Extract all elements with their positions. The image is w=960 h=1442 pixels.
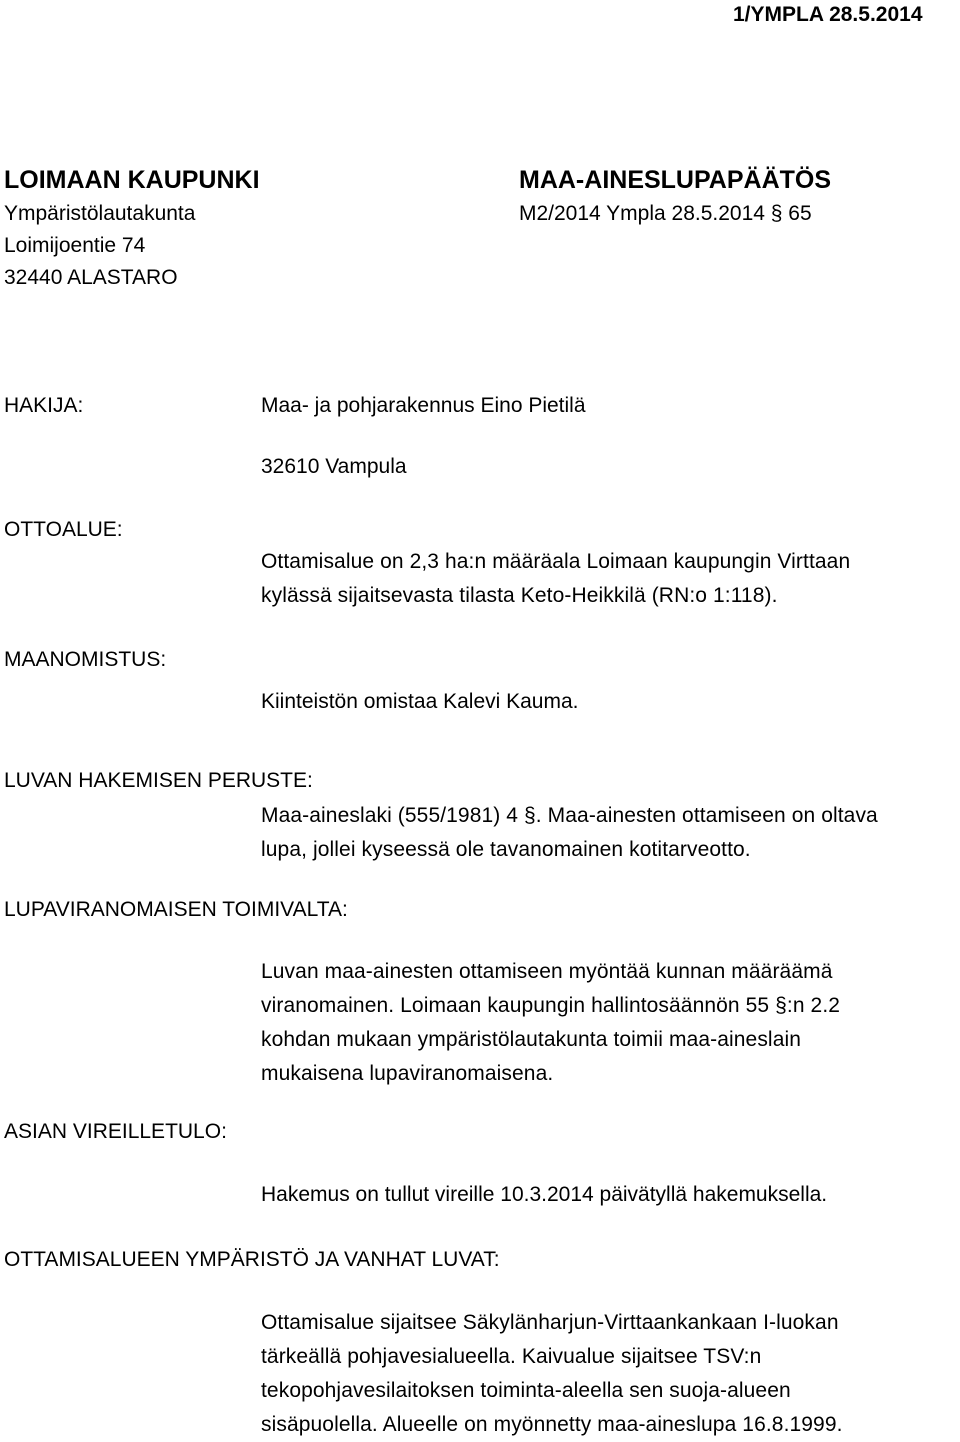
organization-name: LOIMAAN KAUPUNKI [4, 166, 260, 194]
toimivalta-text [261, 955, 840, 1091]
document-type: MAA-AINESLUPAPÄÄTÖS [519, 166, 832, 194]
ottoalue-line: Ottamisalue on 2,3 ha:n määräala Loimaan kaupungin Virttaan [261, 550, 851, 573]
section-label-hakija: HAKIJA: [4, 394, 84, 417]
vireilletulo-text: Hakemus on tullut vireille 10.3.2014 päivätyllä hakemuksella. [261, 1183, 828, 1206]
applicant-postal: 32610 Vampula [261, 455, 407, 478]
maanomistus-text: Kiinteistön omistaa Kalevi Kauma. [261, 690, 579, 713]
luvan-peruste-line: lupa, jollei kyseessä ole tavanomainen kotitarveotto. [261, 838, 751, 861]
section-label-toimivalta: LUPAVIRANOMAISEN TOIMIVALTA: [4, 898, 348, 921]
page-reference: 1/YMPLA 28.5.2014 [733, 3, 923, 26]
address-postal: 32440 ALASTARO [4, 266, 178, 289]
toimivalta-line: Luvan maa-ainesten ottamiseen myöntää kunnan määräämä [261, 960, 833, 983]
ottoalue-line: kylässä sijaitsevasta tilasta Keto-Heikkilä (RN:o 1:118). [261, 584, 778, 607]
section-label-luvan-peruste: LUVAN HAKEMISEN PERUSTE: [4, 769, 313, 792]
ymparisto-text [261, 1306, 843, 1442]
toimivalta-line: kohdan mukaan ympäristölautakunta toimii maa-aineslain [261, 1028, 802, 1051]
toimivalta-line: mukaisena lupaviranomaisena. [261, 1062, 554, 1085]
section-label-vireilletulo: ASIAN VIREILLETULO: [4, 1120, 227, 1143]
ymparisto-line: tärkeällä pohjavesialueella. Kaivualue sijaitsee TSV:n [261, 1345, 762, 1368]
section-label-maanomistus: MAANOMISTUS: [4, 648, 167, 671]
luvan-peruste-text [261, 799, 878, 867]
document-reference: M2/2014 Ympla 28.5.2014 § 65 [519, 202, 812, 225]
section-label-ottoalue: OTTOALUE: [4, 518, 123, 541]
ymparisto-line: Ottamisalue sijaitsee Säkylänharjun-Virttaankankaan I-luokan [261, 1311, 839, 1334]
toimivalta-line: viranomainen. Loimaan kaupungin hallintosäännön 55 §:n 2.2 [261, 994, 841, 1017]
luvan-peruste-line: Maa-aineslaki (555/1981) 4 §. Maa-ainesten ottamiseen on oltava [261, 804, 878, 827]
applicant-name: Maa- ja pohjarakennus Eino Pietilä [261, 394, 586, 417]
address-street: Loimijoentie 74 [4, 234, 146, 257]
ymparisto-line: sisäpuolella. Alueelle on myönnetty maa-aineslupa 16.8.1999. [261, 1413, 843, 1436]
ymparisto-line: tekopohjavesilaitoksen toiminta-aleella sen suoja-alueen [261, 1379, 791, 1402]
ottoalue-text [261, 545, 850, 613]
organization-unit: Ympäristölautakunta [4, 202, 196, 225]
section-label-ymparisto: OTTAMISALUEEN YMPÄRISTÖ JA VANHAT LUVAT: [4, 1248, 500, 1271]
